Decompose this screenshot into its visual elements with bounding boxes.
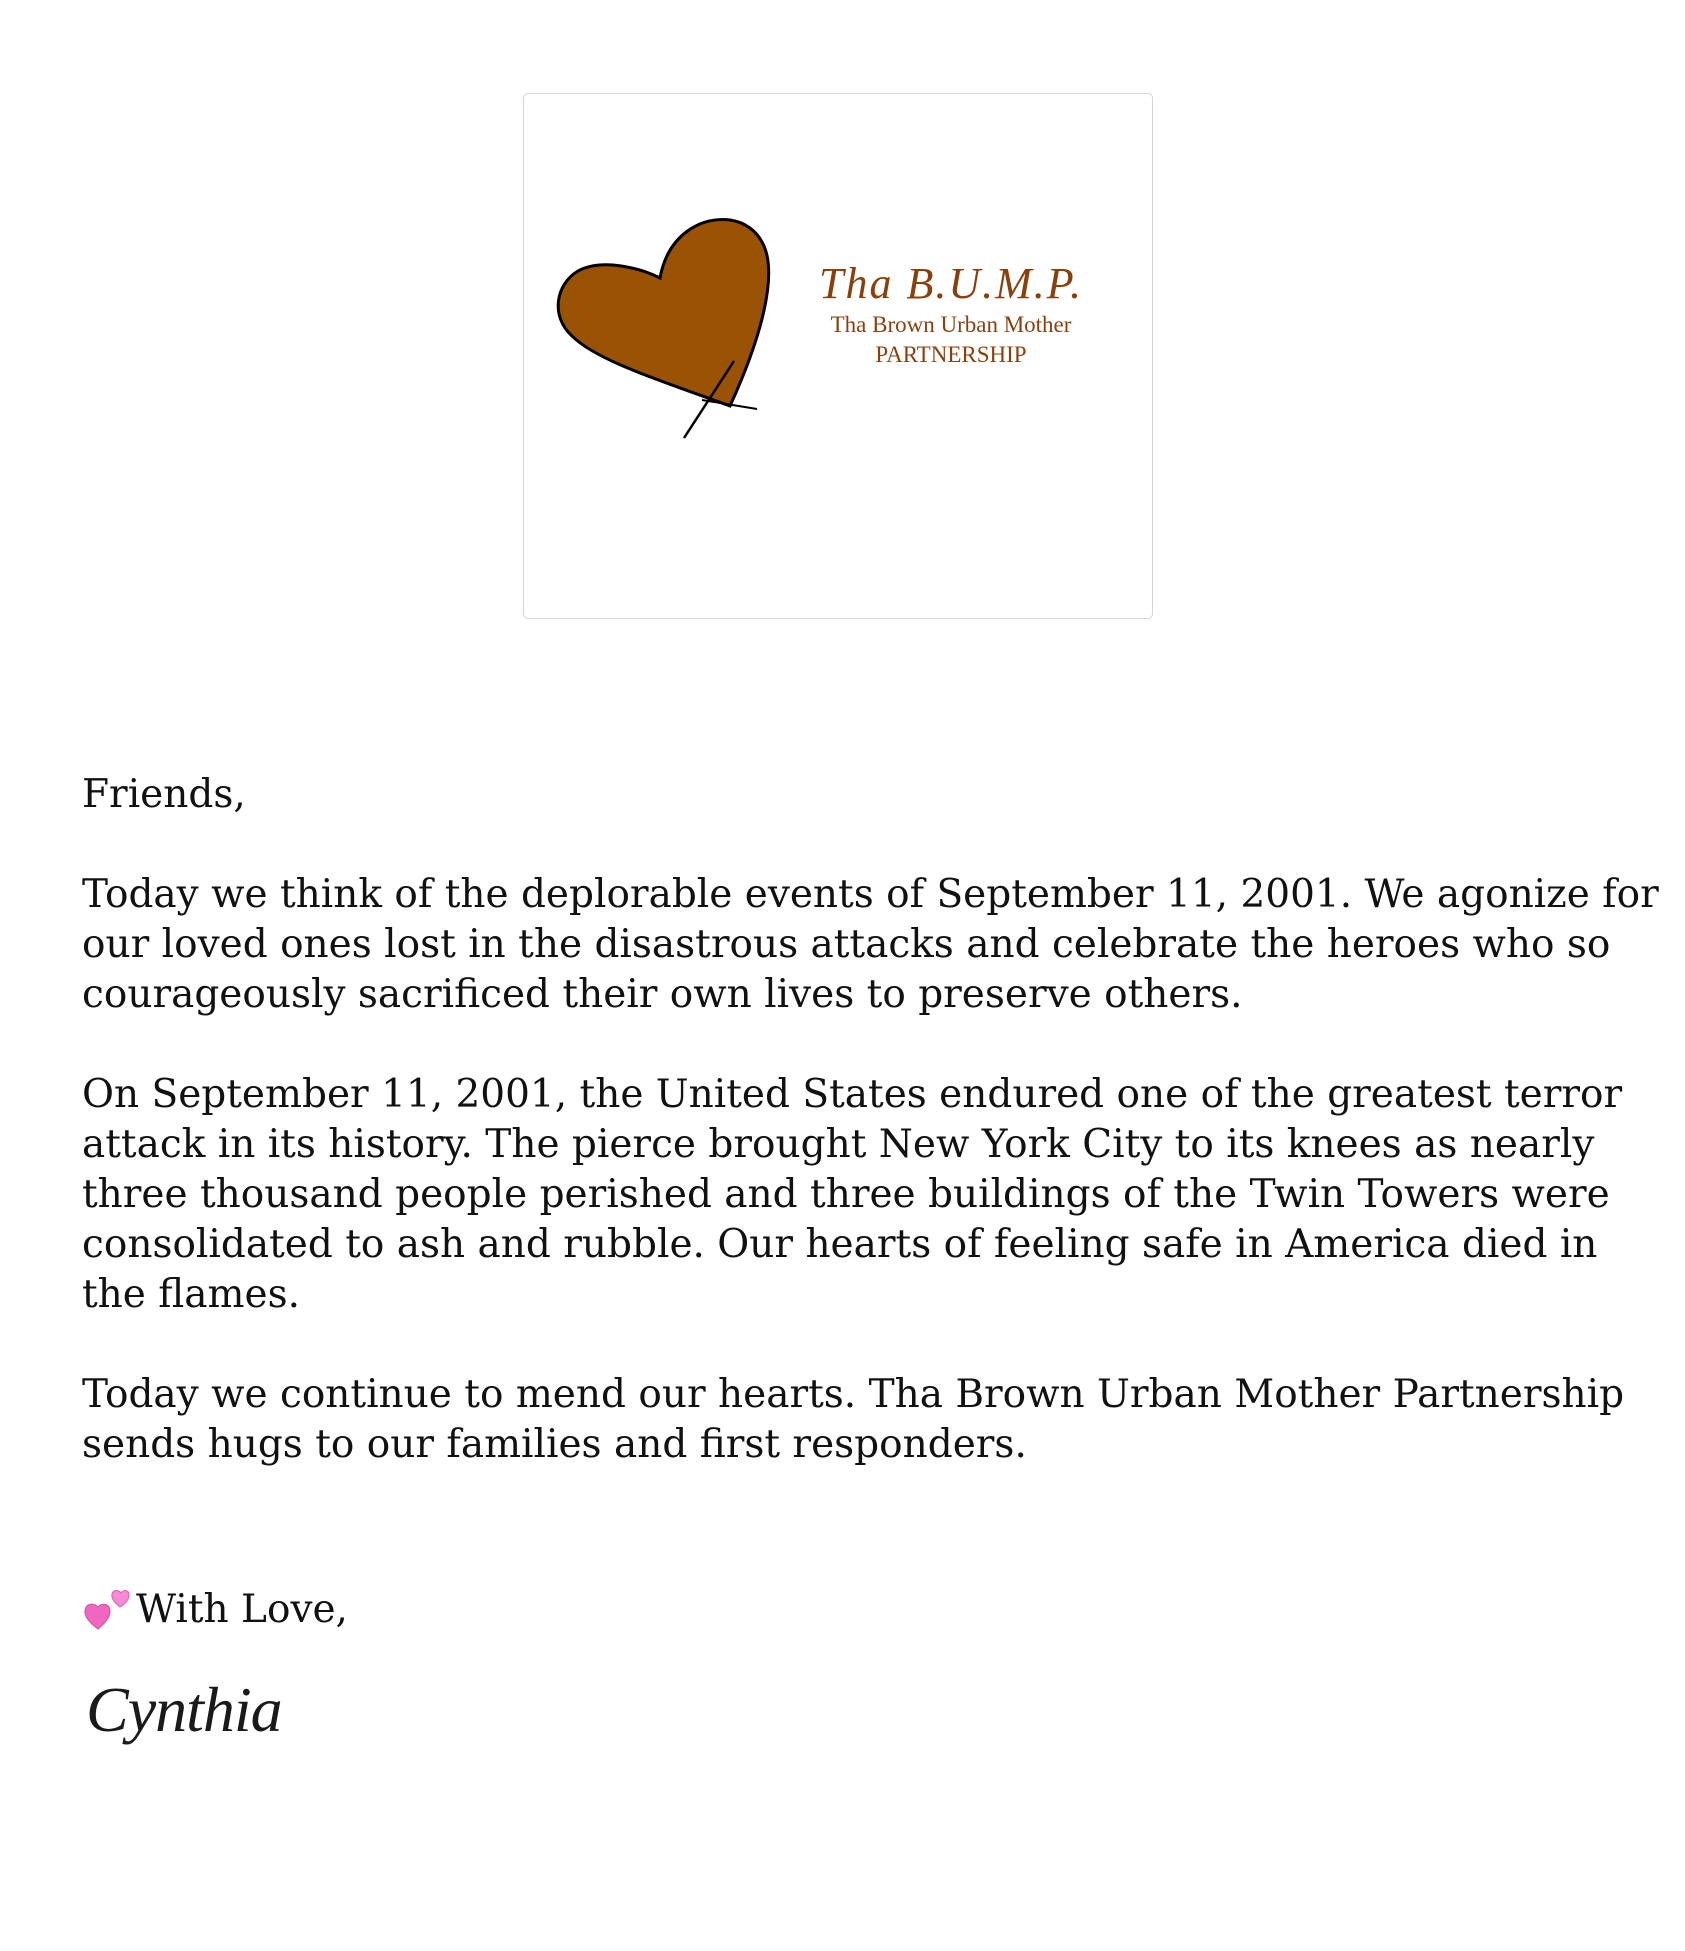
salutation: Friends, xyxy=(82,772,246,817)
logo-wordmark xyxy=(786,258,1116,370)
paragraph-2: On September 11, 2001, the United States endured one of the greatest terror attack in its history. The pierce brought New York City to its knees as nearly three thousand people perished and three buildings of the Twin Towers were consolidated to ash and rubble. Our hearts of feeling safe in America died in the flames. xyxy=(82,1072,1623,1317)
logo-tagline-1: Tha Brown Urban Mother xyxy=(830,312,1072,337)
logo-tagline-2: PARTNERSHIP xyxy=(875,342,1027,367)
closing xyxy=(82,1585,348,1635)
heart-shape xyxy=(558,219,768,406)
signature xyxy=(86,1660,282,1760)
two-hearts-icon xyxy=(82,1585,136,1635)
signature-text: Cynthia xyxy=(86,1674,282,1745)
heart-logo-icon xyxy=(552,216,792,441)
closing-text: With Love, xyxy=(136,1587,348,1632)
letter-body xyxy=(82,770,1662,1520)
logo-card xyxy=(523,93,1153,619)
paragraph-3: Today we continue to mend our hearts. Tha Brown Urban Mother Partnership sends hugs to our families and first responders. xyxy=(82,1372,1625,1467)
logo-brand: Tha B.U.M.P. xyxy=(819,259,1083,308)
paragraph-1: Today we think of the deplorable events of September 11, 2001. We agonize for our loved ones lost in the disastrous attacks and celebrate the heroes who so courageously sacrificed their own lives to preserve others. xyxy=(82,872,1659,1017)
